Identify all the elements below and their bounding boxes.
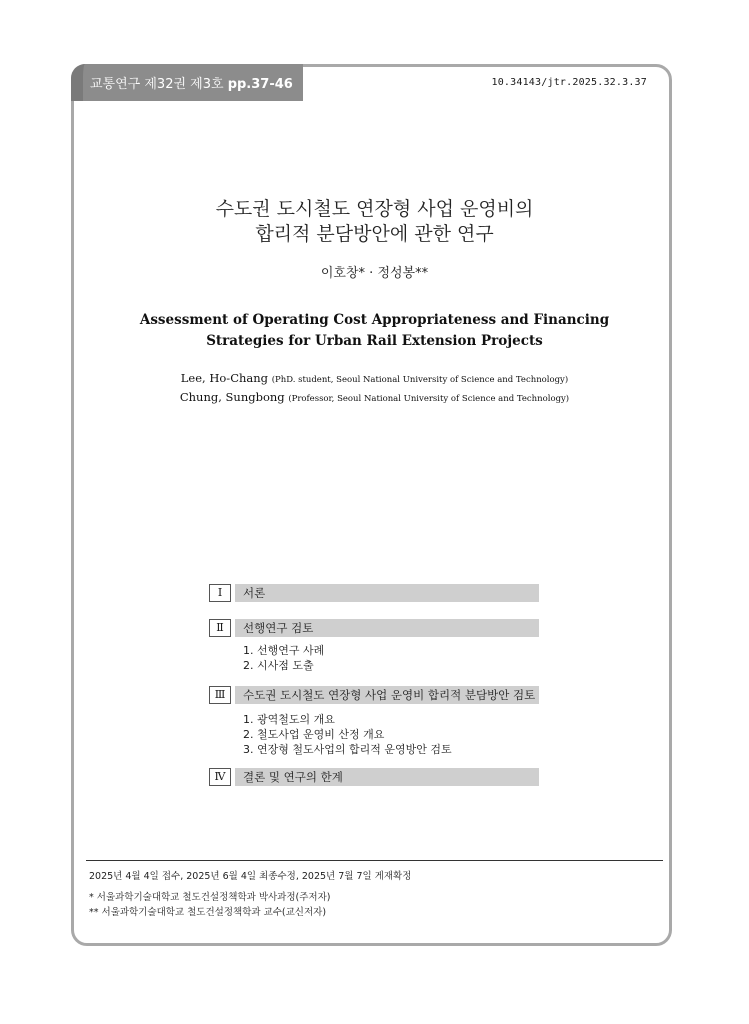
toc-item: 3. 연장형 철도사업의 합리적 운영방안 검토 xyxy=(243,743,452,756)
author-en-affiliation: (Professor, Seoul National University of Science and Technology) xyxy=(288,394,570,404)
author-en-name: Lee, Ho-Chang xyxy=(180,371,269,385)
toc-section-4 xyxy=(209,768,539,787)
toc-section-2 xyxy=(209,619,539,638)
title-en-line-2: Strategies for Urban Rail Extension Projects xyxy=(206,333,543,349)
author-en-1 xyxy=(0,371,749,385)
footnote-divider xyxy=(86,860,663,861)
toc-section-1 xyxy=(209,584,539,603)
toc-section-number: Ⅱ xyxy=(209,619,231,637)
journal-name: 교통연구 제32권 제3호 xyxy=(90,77,224,92)
footnote-2: ** 서울과학기술대학교 철도건설정책학과 교수(교신저자) xyxy=(89,907,327,918)
toc-section-title: 서론 xyxy=(235,584,539,602)
footnote-1: * 서울과학기술대학교 철도건설정책학과 박사과정(주저자) xyxy=(89,892,331,903)
toc-section-title: 선행연구 검토 xyxy=(235,619,539,637)
journal-citation xyxy=(90,73,293,92)
toc-section-3 xyxy=(209,686,539,705)
toc-item: 2. 시사점 도출 xyxy=(243,659,314,672)
doi: 10.34143/jtr.2025.32.3.37 xyxy=(491,77,647,88)
submission-dates: 2025년 4월 4일 접수, 2025년 6월 4일 최종수정, 2025년 7월 7일 게재확정 xyxy=(89,871,412,882)
toc-section-title: 수도권 도시철도 연장형 사업 운영비 합리적 분담방안 검토 xyxy=(235,686,539,704)
toc-item: 1. 광역철도의 개요 xyxy=(243,713,335,726)
author-en-2 xyxy=(0,390,749,404)
author-en-affiliation: (PhD. student, Seoul National University of Science and Technology) xyxy=(271,375,569,385)
journal-pages: pp.37-46 xyxy=(227,77,293,92)
title-ko-line-1: 수도권 도시철도 연장형 사업 운영비의 xyxy=(215,198,534,220)
title-en-line-1: Assessment of Operating Cost Appropriateness and Financing xyxy=(139,312,610,328)
toc-section-number: Ⅲ xyxy=(209,686,231,704)
toc-item: 1. 선행연구 사례 xyxy=(243,644,325,657)
author-en-name: Chung, Sungbong xyxy=(179,390,285,404)
toc-section-number: Ⅰ xyxy=(209,584,231,602)
toc-section-title: 결론 및 연구의 한계 xyxy=(235,768,539,786)
toc-section-number: Ⅳ xyxy=(209,768,231,786)
title-ko-line-2: 합리적 분담방안에 관한 연구 xyxy=(255,223,494,245)
toc-item: 2. 철도사업 운영비 산정 개요 xyxy=(243,728,385,741)
authors-ko: 이호창* · 정성봉** xyxy=(320,266,429,281)
